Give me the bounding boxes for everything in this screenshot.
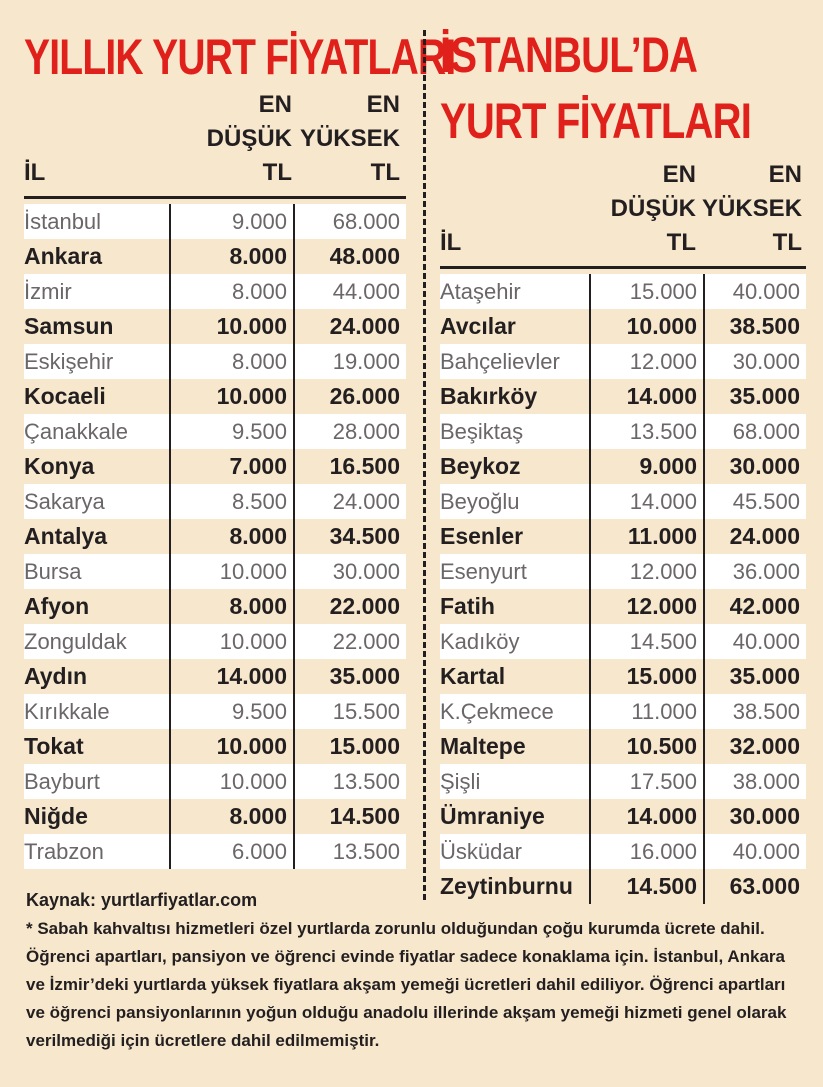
low-price-cell: 14.000 <box>590 799 704 834</box>
name-cell: Bakırköy <box>440 379 590 414</box>
name-cell: İstanbul <box>24 204 170 239</box>
low-price-cell: 16.000 <box>590 834 704 869</box>
name-cell: Afyon <box>24 589 170 624</box>
low-price-cell: 8.000 <box>170 799 294 834</box>
low-price-cell: 15.000 <box>590 659 704 694</box>
name-cell: Tokat <box>24 729 170 764</box>
high-price-cell: 42.000 <box>704 589 806 624</box>
province-row <box>24 519 406 554</box>
name-cell: Sakarya <box>24 484 170 519</box>
low-price-cell: 12.000 <box>590 344 704 379</box>
high-price-cell: 68.000 <box>294 204 406 239</box>
province-row <box>24 309 406 344</box>
low-price-cell: 12.000 <box>590 554 704 589</box>
low-price-cell: 10.000 <box>170 379 294 414</box>
high-price-cell: 24.000 <box>294 309 406 344</box>
high-price-cell: 30.000 <box>704 449 806 484</box>
low-price-cell: 8.000 <box>170 344 294 379</box>
istanbul-title-line2: YURT FİYATLARI <box>440 93 752 149</box>
low-price-cell: 6.000 <box>170 834 294 869</box>
province-row <box>24 589 406 624</box>
istanbul-col-high-header <box>702 158 802 260</box>
district-row <box>440 764 806 799</box>
low-price-cell: 10.000 <box>170 309 294 344</box>
col-high-header-line3: TL <box>370 159 400 186</box>
name-cell: Kırıkkale <box>24 694 170 729</box>
name-cell: Ataşehir <box>440 274 590 309</box>
district-row <box>440 554 806 589</box>
low-price-cell: 9.000 <box>170 204 294 239</box>
istanbul-col-low-header-line3: TL <box>666 229 696 256</box>
high-price-cell: 40.000 <box>704 624 806 659</box>
istanbul-header-rule <box>440 266 806 269</box>
high-price-cell: 35.000 <box>294 659 406 694</box>
province-row <box>24 764 406 799</box>
province-row <box>24 274 406 309</box>
high-price-cell: 34.500 <box>294 519 406 554</box>
low-price-cell: 7.000 <box>170 449 294 484</box>
col-high-header-line2: YÜKSEK <box>299 125 400 152</box>
name-cell: Antalya <box>24 519 170 554</box>
high-price-cell: 19.000 <box>294 344 406 379</box>
high-price-cell: 40.000 <box>704 834 806 869</box>
province-row <box>24 449 406 484</box>
name-cell: Bayburt <box>24 764 170 799</box>
name-cell: Kartal <box>440 659 590 694</box>
district-row <box>440 484 806 519</box>
provinces-table <box>24 204 406 869</box>
name-cell: K.Çekmece <box>440 694 590 729</box>
provinces-title: YILLIK YURT FİYATLARI <box>24 29 456 85</box>
high-price-cell: 15.500 <box>294 694 406 729</box>
high-price-cell: 26.000 <box>294 379 406 414</box>
col-low-header-line1: EN <box>258 91 292 118</box>
high-price-cell: 15.000 <box>294 729 406 764</box>
district-row <box>440 799 806 834</box>
low-price-cell: 8.000 <box>170 589 294 624</box>
name-cell: Esenyurt <box>440 554 590 589</box>
high-price-cell: 38.500 <box>704 309 806 344</box>
high-price-cell: 13.500 <box>294 764 406 799</box>
high-price-cell: 38.000 <box>704 764 806 799</box>
province-row <box>24 624 406 659</box>
name-cell: Üsküdar <box>440 834 590 869</box>
high-price-cell: 22.000 <box>294 589 406 624</box>
province-row <box>24 344 406 379</box>
low-price-cell: 15.000 <box>590 274 704 309</box>
district-row <box>440 379 806 414</box>
district-row <box>440 449 806 484</box>
low-price-cell: 14.000 <box>170 659 294 694</box>
high-price-cell: 14.500 <box>294 799 406 834</box>
name-cell: Beykoz <box>440 449 590 484</box>
high-price-cell: 63.000 <box>704 869 806 904</box>
high-price-cell: 24.000 <box>294 484 406 519</box>
col-high-header-line1: EN <box>366 91 400 118</box>
istanbul-col-high-header-line2: YÜKSEK <box>702 195 803 222</box>
istanbul-col-low-header-line1: EN <box>662 161 696 188</box>
high-price-cell: 68.000 <box>704 414 806 449</box>
district-row <box>440 274 806 309</box>
name-cell: Konya <box>24 449 170 484</box>
high-price-cell: 16.500 <box>294 449 406 484</box>
name-cell: Çanakkale <box>24 414 170 449</box>
col-low-header <box>176 88 292 190</box>
high-price-cell: 38.500 <box>704 694 806 729</box>
source-line: Kaynak: yurtlarfiyatlar.com <box>26 890 258 910</box>
province-row <box>24 694 406 729</box>
low-price-cell: 14.500 <box>590 869 704 904</box>
province-row <box>24 414 406 449</box>
low-price-cell: 17.500 <box>590 764 704 799</box>
province-row <box>24 204 406 239</box>
province-row <box>24 799 406 834</box>
high-price-cell: 45.500 <box>704 484 806 519</box>
low-price-cell: 10.000 <box>170 624 294 659</box>
district-row <box>440 519 806 554</box>
high-price-cell: 13.500 <box>294 834 406 869</box>
high-price-cell: 24.000 <box>704 519 806 554</box>
low-price-cell: 10.500 <box>590 729 704 764</box>
low-price-cell: 9.500 <box>170 414 294 449</box>
col-low-header-line3: TL <box>262 159 292 186</box>
low-price-cell: 8.000 <box>170 519 294 554</box>
district-row <box>440 414 806 449</box>
istanbul-table <box>440 274 806 904</box>
col-low-header-line2: DÜŞÜK <box>206 125 292 152</box>
district-row <box>440 834 806 869</box>
name-cell: Beyoğlu <box>440 484 590 519</box>
district-row <box>440 694 806 729</box>
province-row <box>24 659 406 694</box>
low-price-cell: 14.000 <box>590 379 704 414</box>
name-cell: Esenler <box>440 519 590 554</box>
high-price-cell: 30.000 <box>294 554 406 589</box>
name-cell: Ümraniye <box>440 799 590 834</box>
istanbul-col-il-header: İL <box>440 229 462 256</box>
istanbul-col-low-header <box>590 158 696 260</box>
name-cell: İzmir <box>24 274 170 309</box>
name-cell: Aydın <box>24 659 170 694</box>
province-row <box>24 729 406 764</box>
province-row <box>24 554 406 589</box>
low-price-cell: 11.000 <box>590 519 704 554</box>
district-row <box>440 869 806 904</box>
high-price-cell: 30.000 <box>704 799 806 834</box>
province-row <box>24 379 406 414</box>
istanbul-col-high-header-line1: EN <box>768 161 802 188</box>
low-price-cell: 10.000 <box>170 764 294 799</box>
name-cell: Beşiktaş <box>440 414 590 449</box>
name-cell: Kadıköy <box>440 624 590 659</box>
name-cell: Bursa <box>24 554 170 589</box>
high-price-cell: 30.000 <box>704 344 806 379</box>
district-row <box>440 589 806 624</box>
low-price-cell: 9.500 <box>170 694 294 729</box>
district-row <box>440 659 806 694</box>
low-price-cell: 10.000 <box>170 554 294 589</box>
province-row <box>24 834 406 869</box>
low-price-cell: 10.000 <box>590 309 704 344</box>
low-price-cell: 14.500 <box>590 624 704 659</box>
high-price-cell: 40.000 <box>704 274 806 309</box>
low-price-cell: 9.000 <box>590 449 704 484</box>
high-price-cell: 22.000 <box>294 624 406 659</box>
low-price-cell: 13.500 <box>590 414 704 449</box>
name-cell: Samsun <box>24 309 170 344</box>
col-il-header: İL <box>24 159 46 186</box>
low-price-cell: 10.000 <box>170 729 294 764</box>
high-price-cell: 48.000 <box>294 239 406 274</box>
footnote: * Sabah kahvaltısı hizmetleri özel yurtlarda zorunlu olduğundan çoğu kurumda ücrete dahil. Öğrenci apartları, pansiyon ve öğrenci evinde fiyatlar sadece konaklama için. İstanbul, Ankara ve İzmir’deki yurtlarda yüksek fiyatlara akşam yemeği ücretleri dahil ediliyor. Öğrenci apartları ve öğrenci pansiyonlarının yoğun olduğu anadolu illerinde akşam yemeği hizmeti genel olarak verilmediği için ücretlere dahil edilmemiştir. <box>26 919 787 1050</box>
high-price-cell: 32.000 <box>704 729 806 764</box>
district-row <box>440 624 806 659</box>
istanbul-title-line1: İSTANBUL’DA <box>440 27 698 83</box>
high-price-cell: 28.000 <box>294 414 406 449</box>
province-row <box>24 484 406 519</box>
high-price-cell: 36.000 <box>704 554 806 589</box>
column-divider <box>423 30 426 900</box>
istanbul-col-high-header-line3: TL <box>772 229 802 256</box>
low-price-cell: 8.500 <box>170 484 294 519</box>
name-cell: Zonguldak <box>24 624 170 659</box>
header-rule <box>24 196 406 199</box>
name-cell: Maltepe <box>440 729 590 764</box>
high-price-cell: 44.000 <box>294 274 406 309</box>
district-row <box>440 309 806 344</box>
low-price-cell: 14.000 <box>590 484 704 519</box>
low-price-cell: 11.000 <box>590 694 704 729</box>
name-cell: Avcılar <box>440 309 590 344</box>
name-cell: Zeytinburnu <box>440 869 590 904</box>
high-price-cell: 35.000 <box>704 659 806 694</box>
name-cell: Ankara <box>24 239 170 274</box>
col-high-header <box>296 88 400 190</box>
name-cell: Eskişehir <box>24 344 170 379</box>
province-row <box>24 239 406 274</box>
name-cell: Trabzon <box>24 834 170 869</box>
high-price-cell: 35.000 <box>704 379 806 414</box>
district-row <box>440 344 806 379</box>
name-cell: Bahçelievler <box>440 344 590 379</box>
low-price-cell: 12.000 <box>590 589 704 624</box>
district-row <box>440 729 806 764</box>
low-price-cell: 8.000 <box>170 239 294 274</box>
istanbul-col-low-header-line2: DÜŞÜK <box>610 195 696 222</box>
name-cell: Fatih <box>440 589 590 624</box>
name-cell: Niğde <box>24 799 170 834</box>
name-cell: Kocaeli <box>24 379 170 414</box>
low-price-cell: 8.000 <box>170 274 294 309</box>
name-cell: Şişli <box>440 764 590 799</box>
